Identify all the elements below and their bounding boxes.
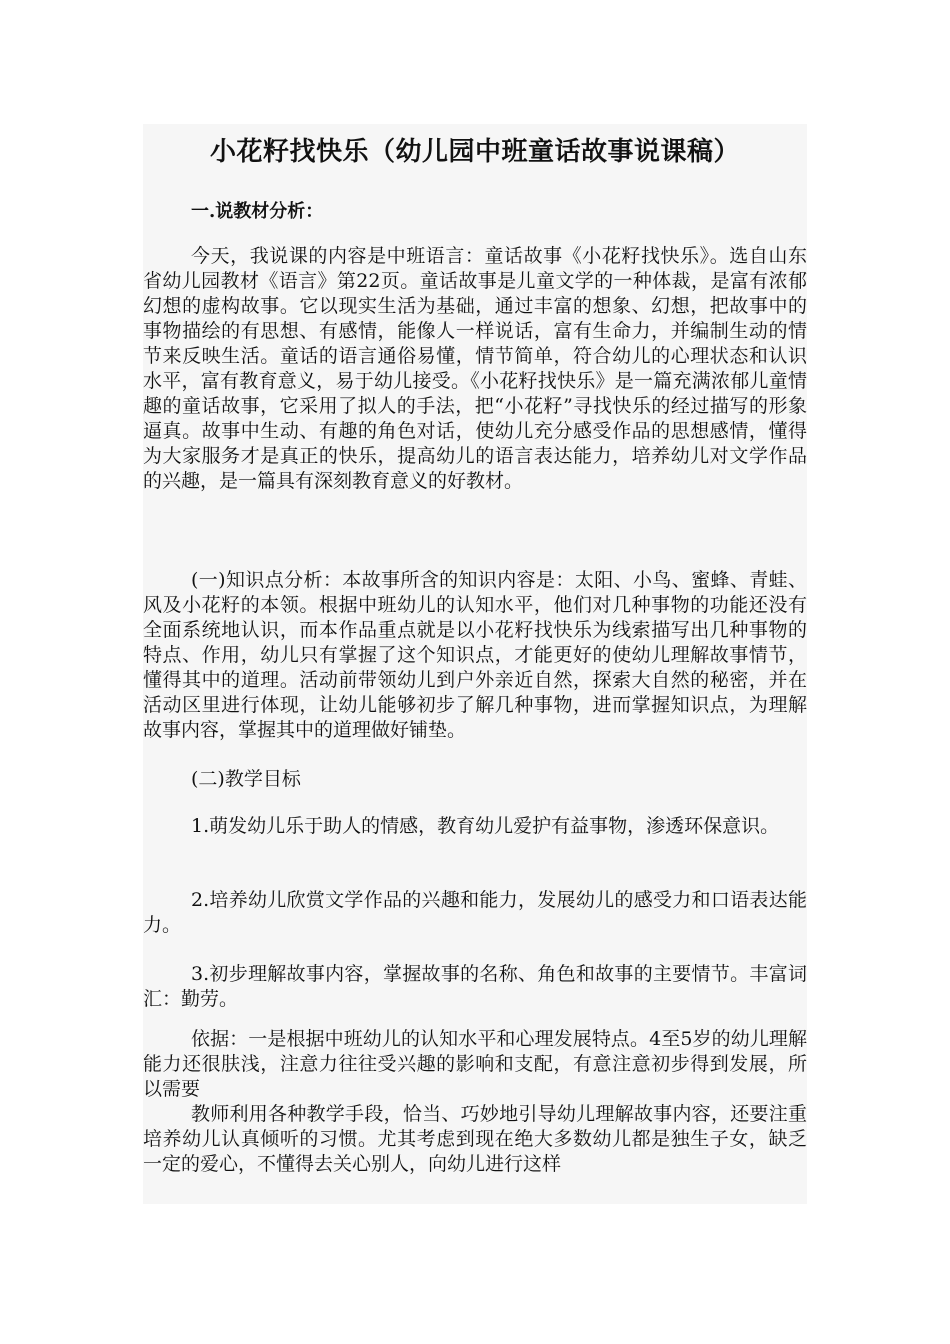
document-title: 小花籽找快乐（幼儿园中班童话故事说课稿） <box>209 137 740 167</box>
paragraph-goal-3: 3.初步理解故事内容，掌握故事的名称、角色和故事的主要情节。丰富词汇：勤劳。 <box>143 963 807 1010</box>
paragraph-basis: 依据：一是根据中班幼儿的认知水平和心理发展特点。4至5岁的幼儿理解能力还很肤浅，注意力往往受兴趣的影响和支配，有意注意初步得到发展，所以需要 <box>143 1028 807 1100</box>
paragraph-teacher-methods: 教师利用各种教学手段，恰当、巧妙地引导幼儿理解故事内容，还要注重培养幼儿认真倾听的习惯。尤其考虑到现在绝大多数幼儿都是独生子女，缺乏一定的爱心，不懂得去关心别人，向幼儿进行这样 <box>143 1103 807 1175</box>
paragraph-intro: 今天，我说课的内容是中班语言：童话故事《小花籽找快乐》。选自山东省幼儿园教材《语言》第22页。童话故事是儿童文学的一种体裁，是富有浓郁幻想的虚构故事。它以现实生活为基础，通过丰富的想象、幻想，把故事中的事物描绘的有思想、有感情，能像人一样说话，富有生命力，并编制生动的情节来反映生活。童话的语言通俗易懂，情节简单，符合幼儿的心理状态和认识水平，富有教育意义，易于幼儿接受。《小花籽找快乐》是一篇充满浓郁儿童情趣的童话故事，它采用了拟人的手法，把“小花籽”寻找快乐的经过描写的形象逼真。故事中生动、有趣的角色对话，使幼儿充分感受作品的思想感情，懂得为大家服务才是真正的快乐，提高幼儿的语言表达能力，培养幼儿对文学作品的兴趣，是一篇具有深刻教育意义的好教材。 <box>143 245 807 492</box>
document-page <box>143 124 807 1204</box>
section-heading: 一.说教材分析： <box>191 201 324 222</box>
paragraph-teaching-goals-heading: (二)教学目标 <box>191 768 301 790</box>
paragraph-knowledge-analysis: (一)知识点分析：本故事所含的知识内容是：太阳、小鸟、蜜蜂、青蛙、风及小花籽的本领。根据中班幼儿的认知水平，他们对几种事物的功能还没有全面系统地认识，而本作品重点就是以小花籽找快乐为线索描写出几种事物的特点、作用，幼儿只有掌握了这个知识点，才能更好的使幼儿理解故事情节，懂得其中的道理。活动前带领幼儿到户外亲近自然，探索大自然的秘密，并在活动区里进行体现，让幼儿能够初步了解几种事物，进而掌握知识点，为理解故事内容，掌握其中的道理做好铺垫。 <box>143 569 807 741</box>
paragraph-goal-2: 2.培养幼儿欣赏文学作品的兴趣和能力，发展幼儿的感受力和口语表达能力。 <box>143 889 807 936</box>
paragraph-goal-1: 1.萌发幼儿乐于助人的情感，教育幼儿爱护有益事物，渗透环保意识。 <box>191 815 780 837</box>
